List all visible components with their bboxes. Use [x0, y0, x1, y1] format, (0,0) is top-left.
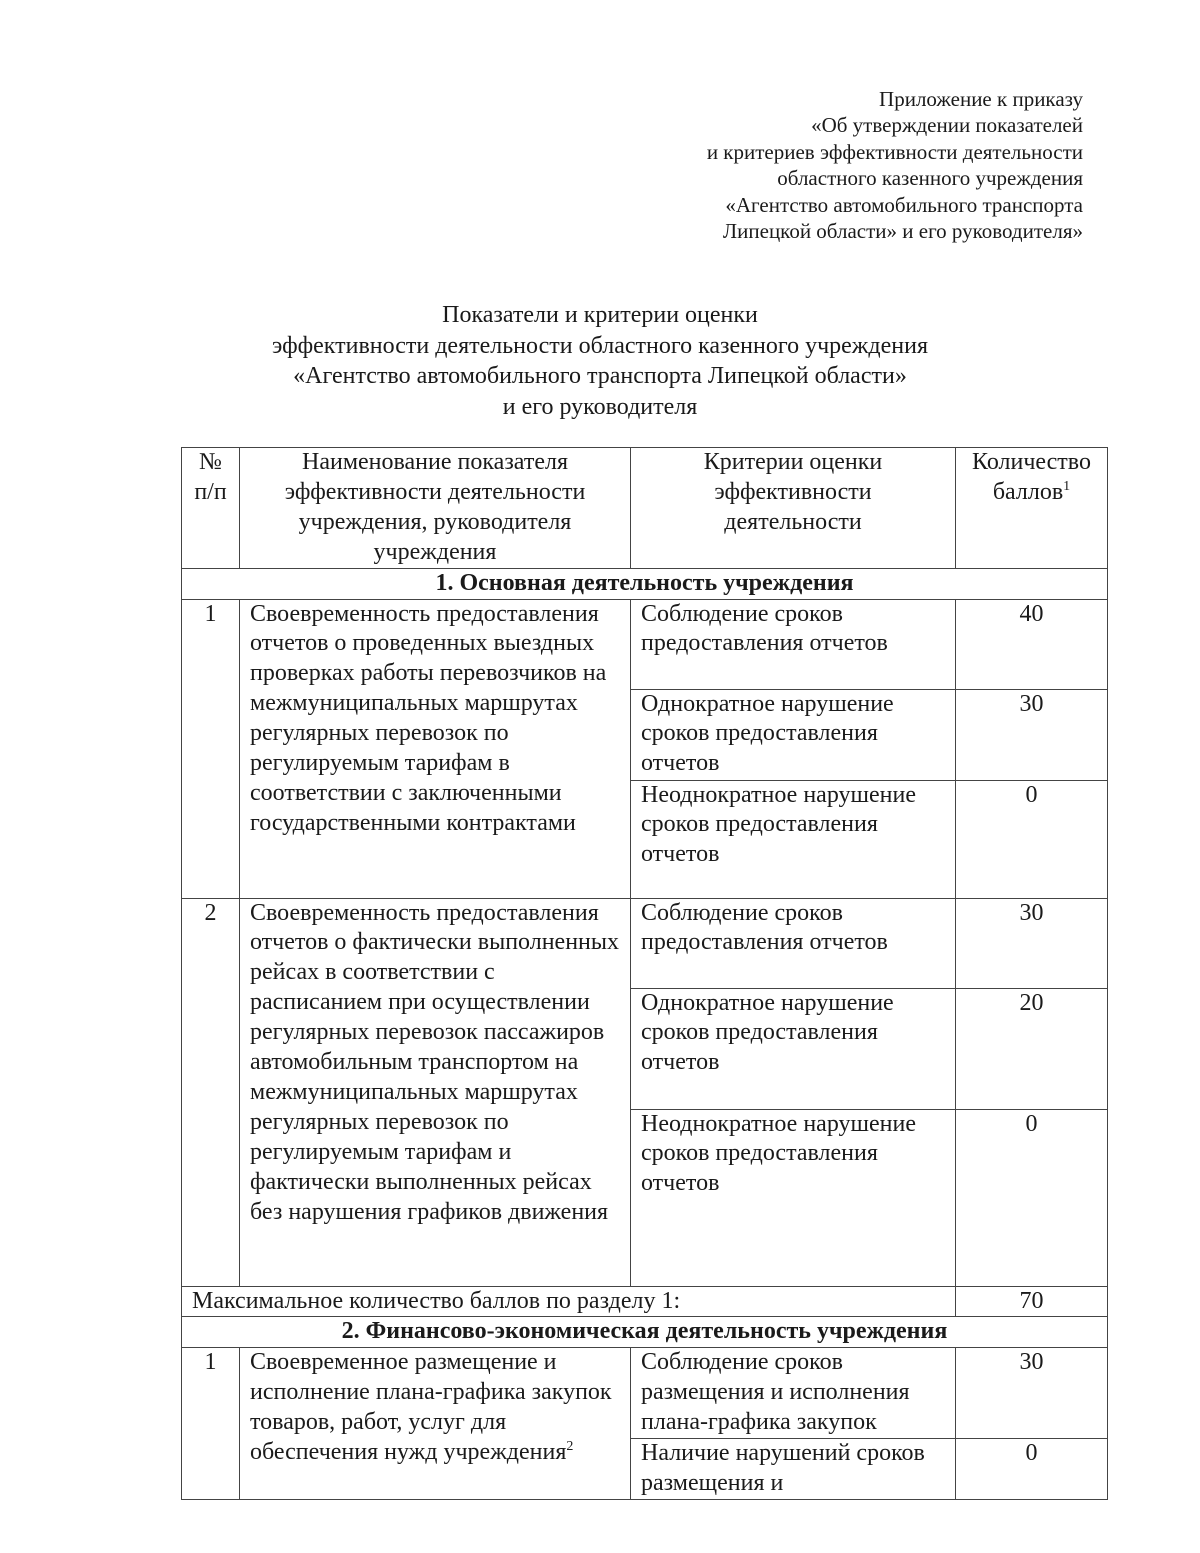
criterion-text: Наличие нарушений сроков размещения и	[631, 1439, 956, 1500]
table-row	[182, 599, 1108, 689]
title-line: Показатели и критерии оценки	[442, 302, 758, 328]
footnote-1: 1	[1063, 478, 1071, 494]
annex-line: Липецкой области» и его руководителя»	[722, 219, 1083, 244]
annex-line: областного казенного учреждения	[777, 166, 1083, 191]
table-header-row	[182, 448, 1108, 569]
annex-line: «Агентство автомобильного транспорта	[725, 192, 1083, 217]
table-row	[182, 1348, 1108, 1439]
criterion-text: Однократное нарушение сроков предоставления отчетов	[631, 689, 956, 780]
header-points: Количество баллов$^1$	[956, 448, 1108, 569]
annex-line: и критериев эффективности деятельности	[706, 139, 1083, 164]
criterion-points: 30	[956, 898, 1108, 988]
criterion-points: 20	[956, 988, 1108, 1109]
criteria-table	[181, 447, 1108, 1500]
section-1-total-value: 70	[956, 1286, 1108, 1317]
section-total-row	[182, 1286, 1108, 1317]
section-row	[182, 1317, 1108, 1348]
section-row	[182, 568, 1108, 599]
criterion-text: Соблюдение сроков предоставления отчетов	[631, 898, 956, 988]
criterion-points: 0	[956, 780, 1108, 898]
title-line: и его руководителя	[502, 393, 698, 420]
annex-header	[707, 86, 1083, 244]
annex-line: «Об утверждении показателей	[811, 113, 1083, 138]
header-num: № п/п	[182, 448, 240, 569]
title-line: «Агентство автомобильного транспорта Липецкой области»	[293, 363, 907, 389]
criterion-points: 40	[956, 599, 1108, 689]
criterion-points: 30	[956, 1348, 1108, 1439]
criterion-text: Неоднократное нарушение сроков предоставления отчетов	[631, 1109, 956, 1286]
indicator-name: Своевременность предоставления отчетов о проведенных выездных проверках работы перевозчиков на межмуниципальных маршрутах регулярных перевозок по регулируемым тарифам в соответствии с заключенными государственными контрактами	[240, 599, 631, 898]
annex-line: Приложение к приказу	[879, 87, 1083, 111]
criterion-text: Неоднократное нарушение сроков предоставления отчетов	[631, 780, 956, 898]
header-name: Наименование показателя эффективности деятельности учреждения, руководителя учреждения	[240, 448, 631, 569]
indicator-name: Своевременное размещение и исполнение плана-графика закупок товаров, работ, услуг для обеспечения нужд учреждения$^2$	[240, 1348, 631, 1500]
criterion-text: Соблюдение сроков предоставления отчетов	[631, 599, 956, 689]
title-line: эффективности деятельности областного казенного учреждения	[272, 332, 928, 359]
criterion-points: 0	[956, 1109, 1108, 1286]
row-number: 1	[182, 1348, 240, 1500]
row-number: 1	[182, 599, 240, 898]
criterion-text: Однократное нарушение сроков предоставления отчетов	[631, 988, 956, 1109]
criterion-points: 30	[956, 689, 1108, 780]
indicator-name: Своевременность предоставления отчетов о фактически выполненных рейсах в соответствии с расписанием при осуществлении регулярных перевозок пассажиров автомобильным транспортом на межмуниципальных маршрутах регулярных перевозок по регулируемым тарифам и фактически выполненных рейсах без нарушения графиков движения	[240, 898, 631, 1286]
criterion-text: Соблюдение сроков размещения и исполнения плана-графика закупок	[631, 1348, 956, 1439]
section-1-title: 1. Основная деятельность учреждения	[182, 568, 1108, 599]
section-2-title: 2. Финансово-экономическая деятельность учреждения	[182, 1317, 1108, 1348]
header-criteria: Критерии оценки эффективности деятельности	[631, 448, 956, 569]
footnote-2: 2	[566, 1439, 574, 1455]
criterion-points: 0	[956, 1439, 1108, 1500]
table-row	[182, 898, 1108, 988]
section-1-total-label: Максимальное количество баллов по разделу 1:	[182, 1286, 956, 1317]
row-number: 2	[182, 898, 240, 1286]
document-title	[0, 300, 1200, 422]
